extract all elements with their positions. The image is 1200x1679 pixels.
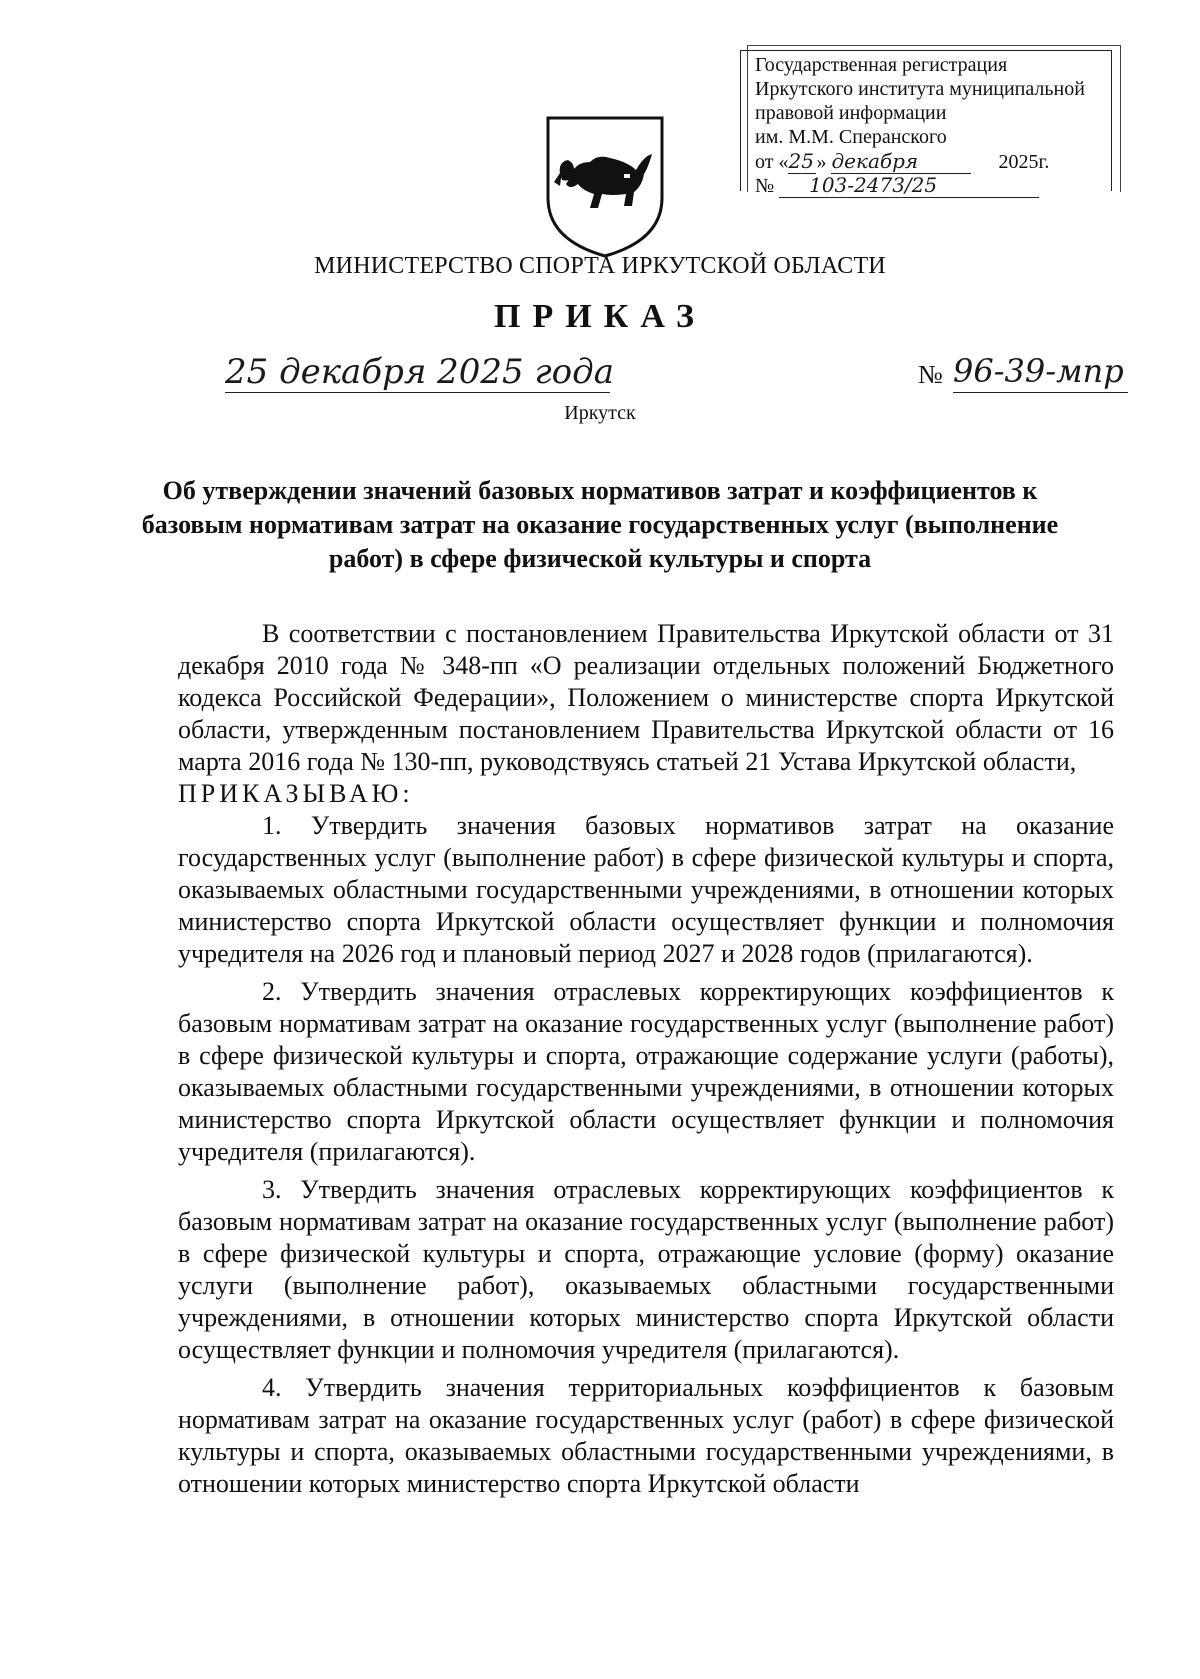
stamp-number-prefix: № — [755, 175, 775, 197]
document-title: Об утверждении значений базовых нормативов затрат и коэффициентов к базовым нормативам затрат на оказание государственных услуг (выполнение работ) в сфере физической культуры и спорта — [141, 476, 1059, 573]
stamp-date-prefix: от « — [755, 151, 789, 173]
order-item-4: 4. Утвердить значения территориальных коэффициентов к базовым нормативам затрат на оказание государственных услуг (работ) в сфере физической культуры и спорта, оказываемых областными государственными учреждениями, в отношении которых министерство спорта Иркутской области — [178, 1373, 1114, 1498]
order-number-underline — [953, 392, 1128, 393]
registration-stamp — [740, 50, 1112, 197]
stamp-line-1: Государственная регистрация — [755, 54, 1008, 76]
order-date-underline — [225, 392, 610, 393]
stamp-date-mid: » — [816, 151, 827, 173]
stamp-number-value: 103-2473/25 — [779, 173, 1039, 198]
order-item-3: 3. Утвердить значения отраслевых корректирующих коэффициентов к базовым нормативам затрат на оказание государственных услуг (выполнение работ) в сфере физической культуры и спорта, отражающие условие (форму) оказание услуги (выполнение работ), оказываемых областными государственными учреждениями, в отношении которых министерство спорта Иркутской области осуществляет функции и полномочия учредителя (прилагаются). — [178, 1175, 1114, 1364]
order-number-handwritten: 96-39-мпр — [953, 352, 1124, 390]
order-word: ПРИКАЗЫВАЮ: — [178, 779, 414, 808]
document-body — [178, 618, 1114, 1500]
stamp-date-suffix: г. — [1038, 151, 1050, 173]
order-item-2: 2. Утвердить значения отраслевых корректирующих коэффициентов к базовым нормативам затрат на оказание государственных услуг (выполнение работ) в сфере физической культуры и спорта, отражающие содержание услуги (работы), оказываемых областными государственными учреждениями, в отношении которых министерство спорта Иркутской области осуществляет функции и полномочия учредителя (прилагаются). — [178, 977, 1114, 1166]
stamp-date-month: декабря — [831, 149, 971, 174]
stamp-line-2: Иркутского института муниципальной — [755, 78, 1085, 100]
order-item-1: 1. Утвердить значения базовых нормативов затрат на оказание государственных услуг (выполнение работ) в сфере физической культуры и спорта, оказываемых областными государственными учреждениями, в отношении которых министерство спорта Иркутской области осуществляет функции и полномочия учредителя на 2026 год и плановый период 2027 и 2028 годов (прилагаются). — [178, 811, 1114, 968]
stamp-date-year: 2025 — [998, 151, 1039, 173]
city: Иркутск — [564, 402, 636, 424]
stamp-date-day: 25 — [788, 149, 816, 174]
coat-of-arms-icon — [540, 110, 670, 260]
order-date-handwritten: 25 декабря 2025 года — [225, 352, 614, 392]
stamp-date-line — [755, 149, 1049, 174]
ministry-name: МИНИСТЕРСТВО СПОРТА ИРКУТСКОЙ ОБЛАСТИ — [314, 253, 886, 279]
document-type: ПРИКАЗ — [494, 298, 706, 335]
preamble-paragraph: В соответствии с постановлением Правительства Иркутской области от 31 декабря 2010 года № 348-пп «О реализации отдельных положений Бюджетного кодекса Российской Федерации», Положением о министерстве спорта Иркутской области, утвержденным постановлением Правительства Иркутской области от 16 марта 2016 года № 130-пп, руководствуясь статьей 21 Устава Иркутской области, — [178, 619, 1114, 776]
stamp-line-3: правовой информации — [755, 102, 947, 124]
stamp-line-4: им. М.М. Сперанского — [755, 126, 947, 148]
stamp-number-line — [755, 173, 1039, 198]
order-number-label: № — [918, 360, 943, 389]
